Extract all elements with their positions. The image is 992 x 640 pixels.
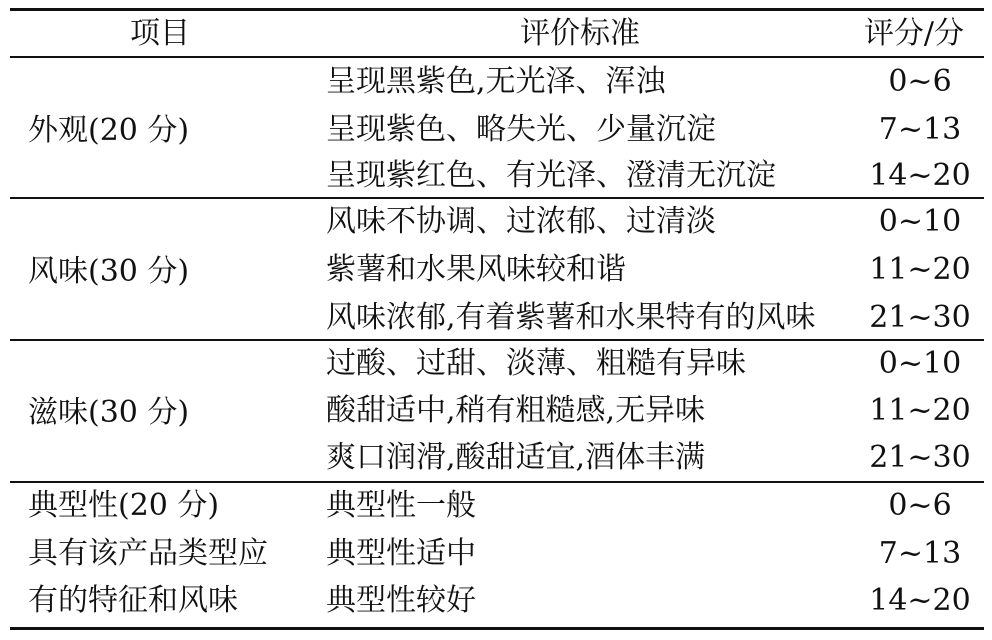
score-cell: 7~13 (878, 112, 962, 147)
score-cell: 11~20 (869, 252, 971, 287)
item-appearance: 外观(20 分) (28, 113, 190, 148)
criteria-cell: 典型性较好 (326, 583, 476, 618)
criteria-cell: 风味浓郁,有着紫薯和水果特有的风味 (326, 300, 816, 335)
header-criteria: 评价标准 (520, 16, 640, 51)
table-bottom-rule (10, 627, 984, 630)
criteria-cell: 典型性适中 (326, 536, 476, 571)
score-cell: 0~10 (878, 346, 962, 381)
criteria-cell: 酸甜适中,稍有粗糙感,无异味 (326, 393, 706, 428)
score-cell: 14~20 (869, 583, 971, 618)
item-flavor: 风味(30 分) (28, 254, 190, 289)
item-typicality-line: 具有该产品类型应 (28, 536, 268, 571)
criteria-cell: 紫薯和水果风味较和谐 (326, 252, 626, 287)
criteria-cell: 典型性一般 (326, 488, 476, 523)
score-cell: 0~6 (888, 64, 952, 99)
item-typicality-line: 典型性(20 分) (28, 488, 220, 523)
score-cell: 21~30 (869, 440, 971, 475)
criteria-cell: 过酸、过甜、淡薄、粗糙有异味 (326, 346, 746, 381)
criteria-cell: 爽口润滑,酸甜适宜,酒体丰满 (326, 440, 706, 475)
criteria-cell: 呈现黑紫色,无光泽、浑浊 (326, 64, 666, 99)
criteria-cell: 呈现紫红色、有光泽、澄清无沉淀 (326, 158, 776, 193)
header-score: 评分/分 (863, 16, 965, 51)
criteria-cell: 呈现紫色、略失光、少量沉淀 (326, 112, 716, 147)
criteria-cell: 风味不协调、过浓郁、过清淡 (326, 204, 716, 239)
score-cell: 7~13 (878, 536, 962, 571)
header-item: 项目 (130, 16, 190, 51)
score-cell: 21~30 (869, 300, 971, 335)
score-cell: 0~10 (878, 204, 962, 239)
item-typicality-line: 有的特征和风味 (28, 583, 238, 618)
score-cell: 0~6 (888, 488, 952, 523)
score-cell: 11~20 (869, 393, 971, 428)
score-cell: 14~20 (869, 158, 971, 193)
item-taste: 滋味(30 分) (28, 395, 190, 430)
